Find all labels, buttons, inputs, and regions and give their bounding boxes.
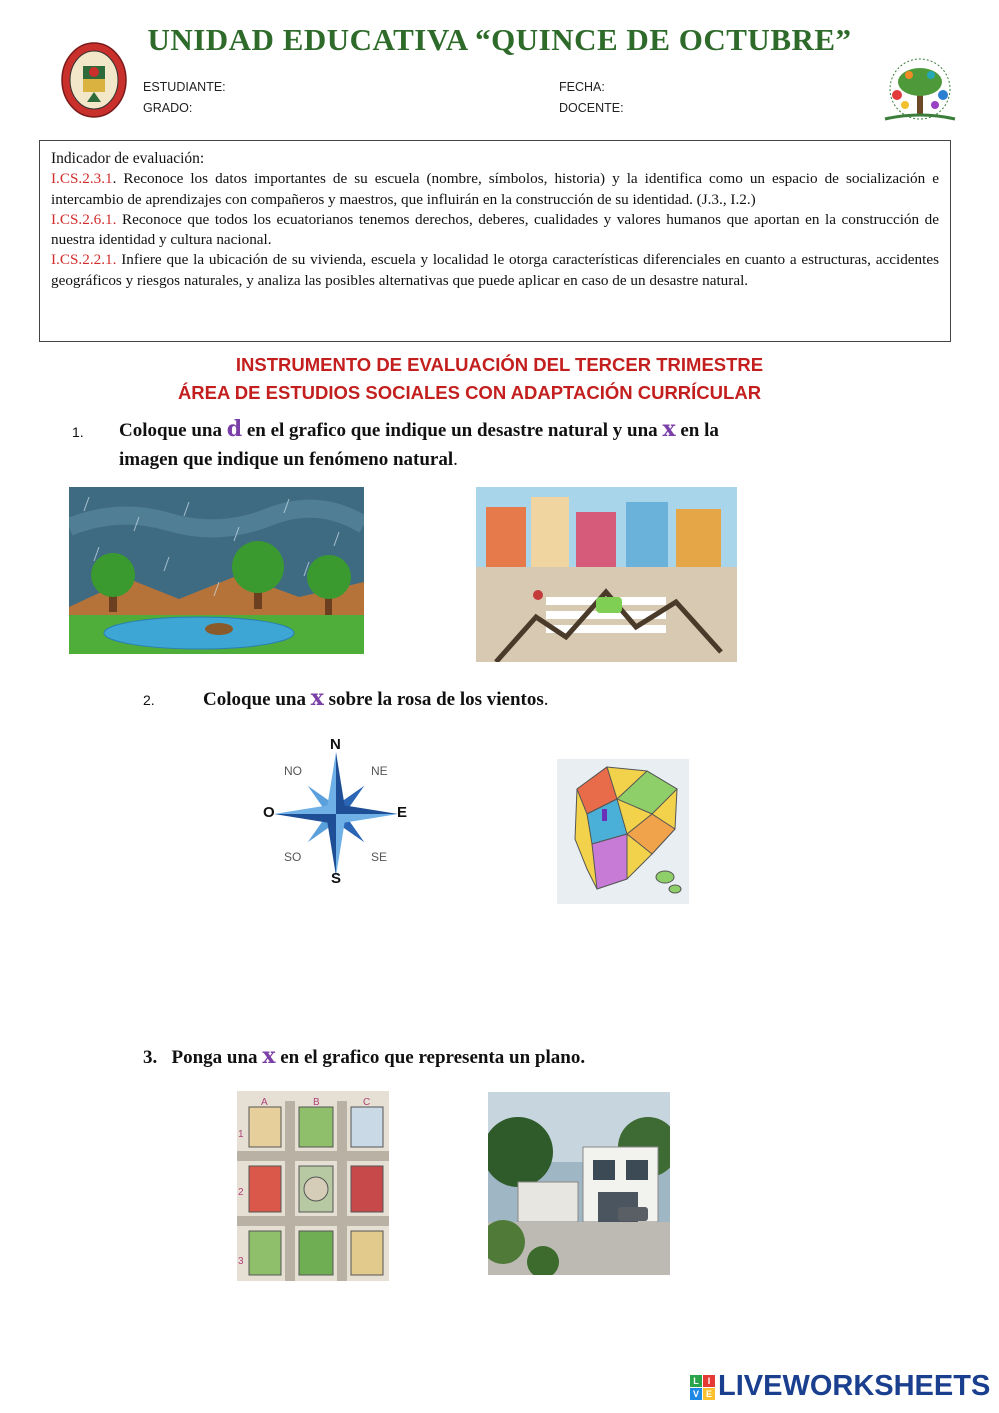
question-1-text-line2: imagen que indique un fenómeno natural. xyxy=(119,449,458,470)
question-3-number: 3. xyxy=(143,1047,158,1068)
house-photo-image[interactable] xyxy=(488,1092,670,1275)
indicator-code: I.CS.2.3.1 xyxy=(51,170,113,188)
question-2-number: 2. xyxy=(143,692,155,708)
plan-map-image[interactable] xyxy=(237,1091,389,1281)
student-label: ESTUDIANTE: xyxy=(143,80,226,94)
plan-col-b: B xyxy=(313,1097,320,1108)
section-title-line2: ÁREA DE ESTUDIOS SOCIALES CON ADAPTACIÓN CURRÍCULAR xyxy=(177,382,762,403)
indicator-item: I.CS.2.3.1. Reconoce los datos importantes de su escuela (nombre, símbolos, historia) y la identifica como un espacio de socialización e intercambio de aprendizajes con compañeros y maestros, que influirán en la construcción de su identidad. (J.3., I.2.) xyxy=(51,170,939,208)
indicator-code: I.CS.2.6.1. xyxy=(51,210,117,228)
plan-row-1: 1 xyxy=(238,1129,244,1140)
rain-scene-image[interactable] xyxy=(69,487,364,654)
plan-row-2: 2 xyxy=(238,1187,244,1198)
mark-x: x xyxy=(262,1043,276,1069)
mark-d: d xyxy=(226,416,243,442)
plan-col-a: A xyxy=(261,1097,268,1108)
evaluation-indicators-box xyxy=(39,140,951,342)
question-1-text: Coloque una d en el grafico que indique un desastre natural y una x en la xyxy=(119,416,719,442)
plan-row-3: 3 xyxy=(238,1256,244,1267)
indicator-text: Reconoce que todos los ecuatorianos tenemos derechos, deberes, cualidades y valores humanos que aportan en la construcción de nuestra identidad y cultura nacional. xyxy=(51,210,939,249)
grade-label: GRADO: xyxy=(143,101,193,115)
compass-label-no: NO xyxy=(284,764,302,778)
teacher-label: DOCENTE: xyxy=(559,101,624,115)
date-label: FECHA: xyxy=(559,80,605,94)
question-2-text: Coloque una x sobre la rosa de los vientos. xyxy=(203,685,549,711)
compass-label-so: SO xyxy=(284,850,302,864)
compass-label-n: N xyxy=(330,736,341,753)
compass-label-e: E xyxy=(397,804,408,821)
mark-x: x xyxy=(310,685,324,711)
indicator-code: I.CS.2.2.1. xyxy=(51,251,117,269)
tree-logo xyxy=(879,55,961,127)
section-title-line1: INSTRUMENTO DE EVALUACIÓN DEL TERCER TRIMESTRE xyxy=(235,354,764,375)
earthquake-scene-image[interactable] xyxy=(476,487,737,662)
mark-x: x xyxy=(662,416,676,442)
compass-label-se: SE xyxy=(371,850,388,864)
question-1-number: 1. xyxy=(72,424,84,440)
compass-label-s: S xyxy=(331,870,342,887)
plan-col-c: C xyxy=(363,1097,371,1108)
liveworksheets-badge-icon: L I V E xyxy=(690,1375,716,1401)
indicator-item xyxy=(51,250,939,291)
indicator-text: Reconoce los datos importantes de su escuela (nombre, símbolos, historia) y la identifica como un espacio de socialización e intercambio de aprendizajes con compañeros y maestros, que influirán en la construcción de su identidad. (J.3., I.2.) xyxy=(51,170,939,208)
ecuador-map-image[interactable] xyxy=(557,759,689,904)
school-title: UNIDAD EDUCATIVA “QUINCE DE OCTUBRE” xyxy=(147,22,852,57)
school-crest-logo xyxy=(61,42,127,118)
question-3-text: 3. Ponga una x en el grafico que representa un plano. xyxy=(143,1043,586,1069)
liveworksheets-brand: LIVEWORKSHEETS xyxy=(718,1370,991,1402)
indicators-heading: Indicador de evaluación: xyxy=(51,150,205,167)
compass-label-o: O xyxy=(263,804,275,821)
indicator-text: Infiere que la ubicación de su vivienda, escuela y localidad le otorga características diferenciales en cuanto a estructuras, accidentes geográficos y riesgos naturales, y analiza las posibles alternativas que puede aplicar en caso de un desastre natural. xyxy=(51,251,939,289)
compass-rose-image[interactable] xyxy=(258,738,416,888)
indicator-item xyxy=(51,210,939,251)
compass-label-ne: NE xyxy=(371,764,388,778)
